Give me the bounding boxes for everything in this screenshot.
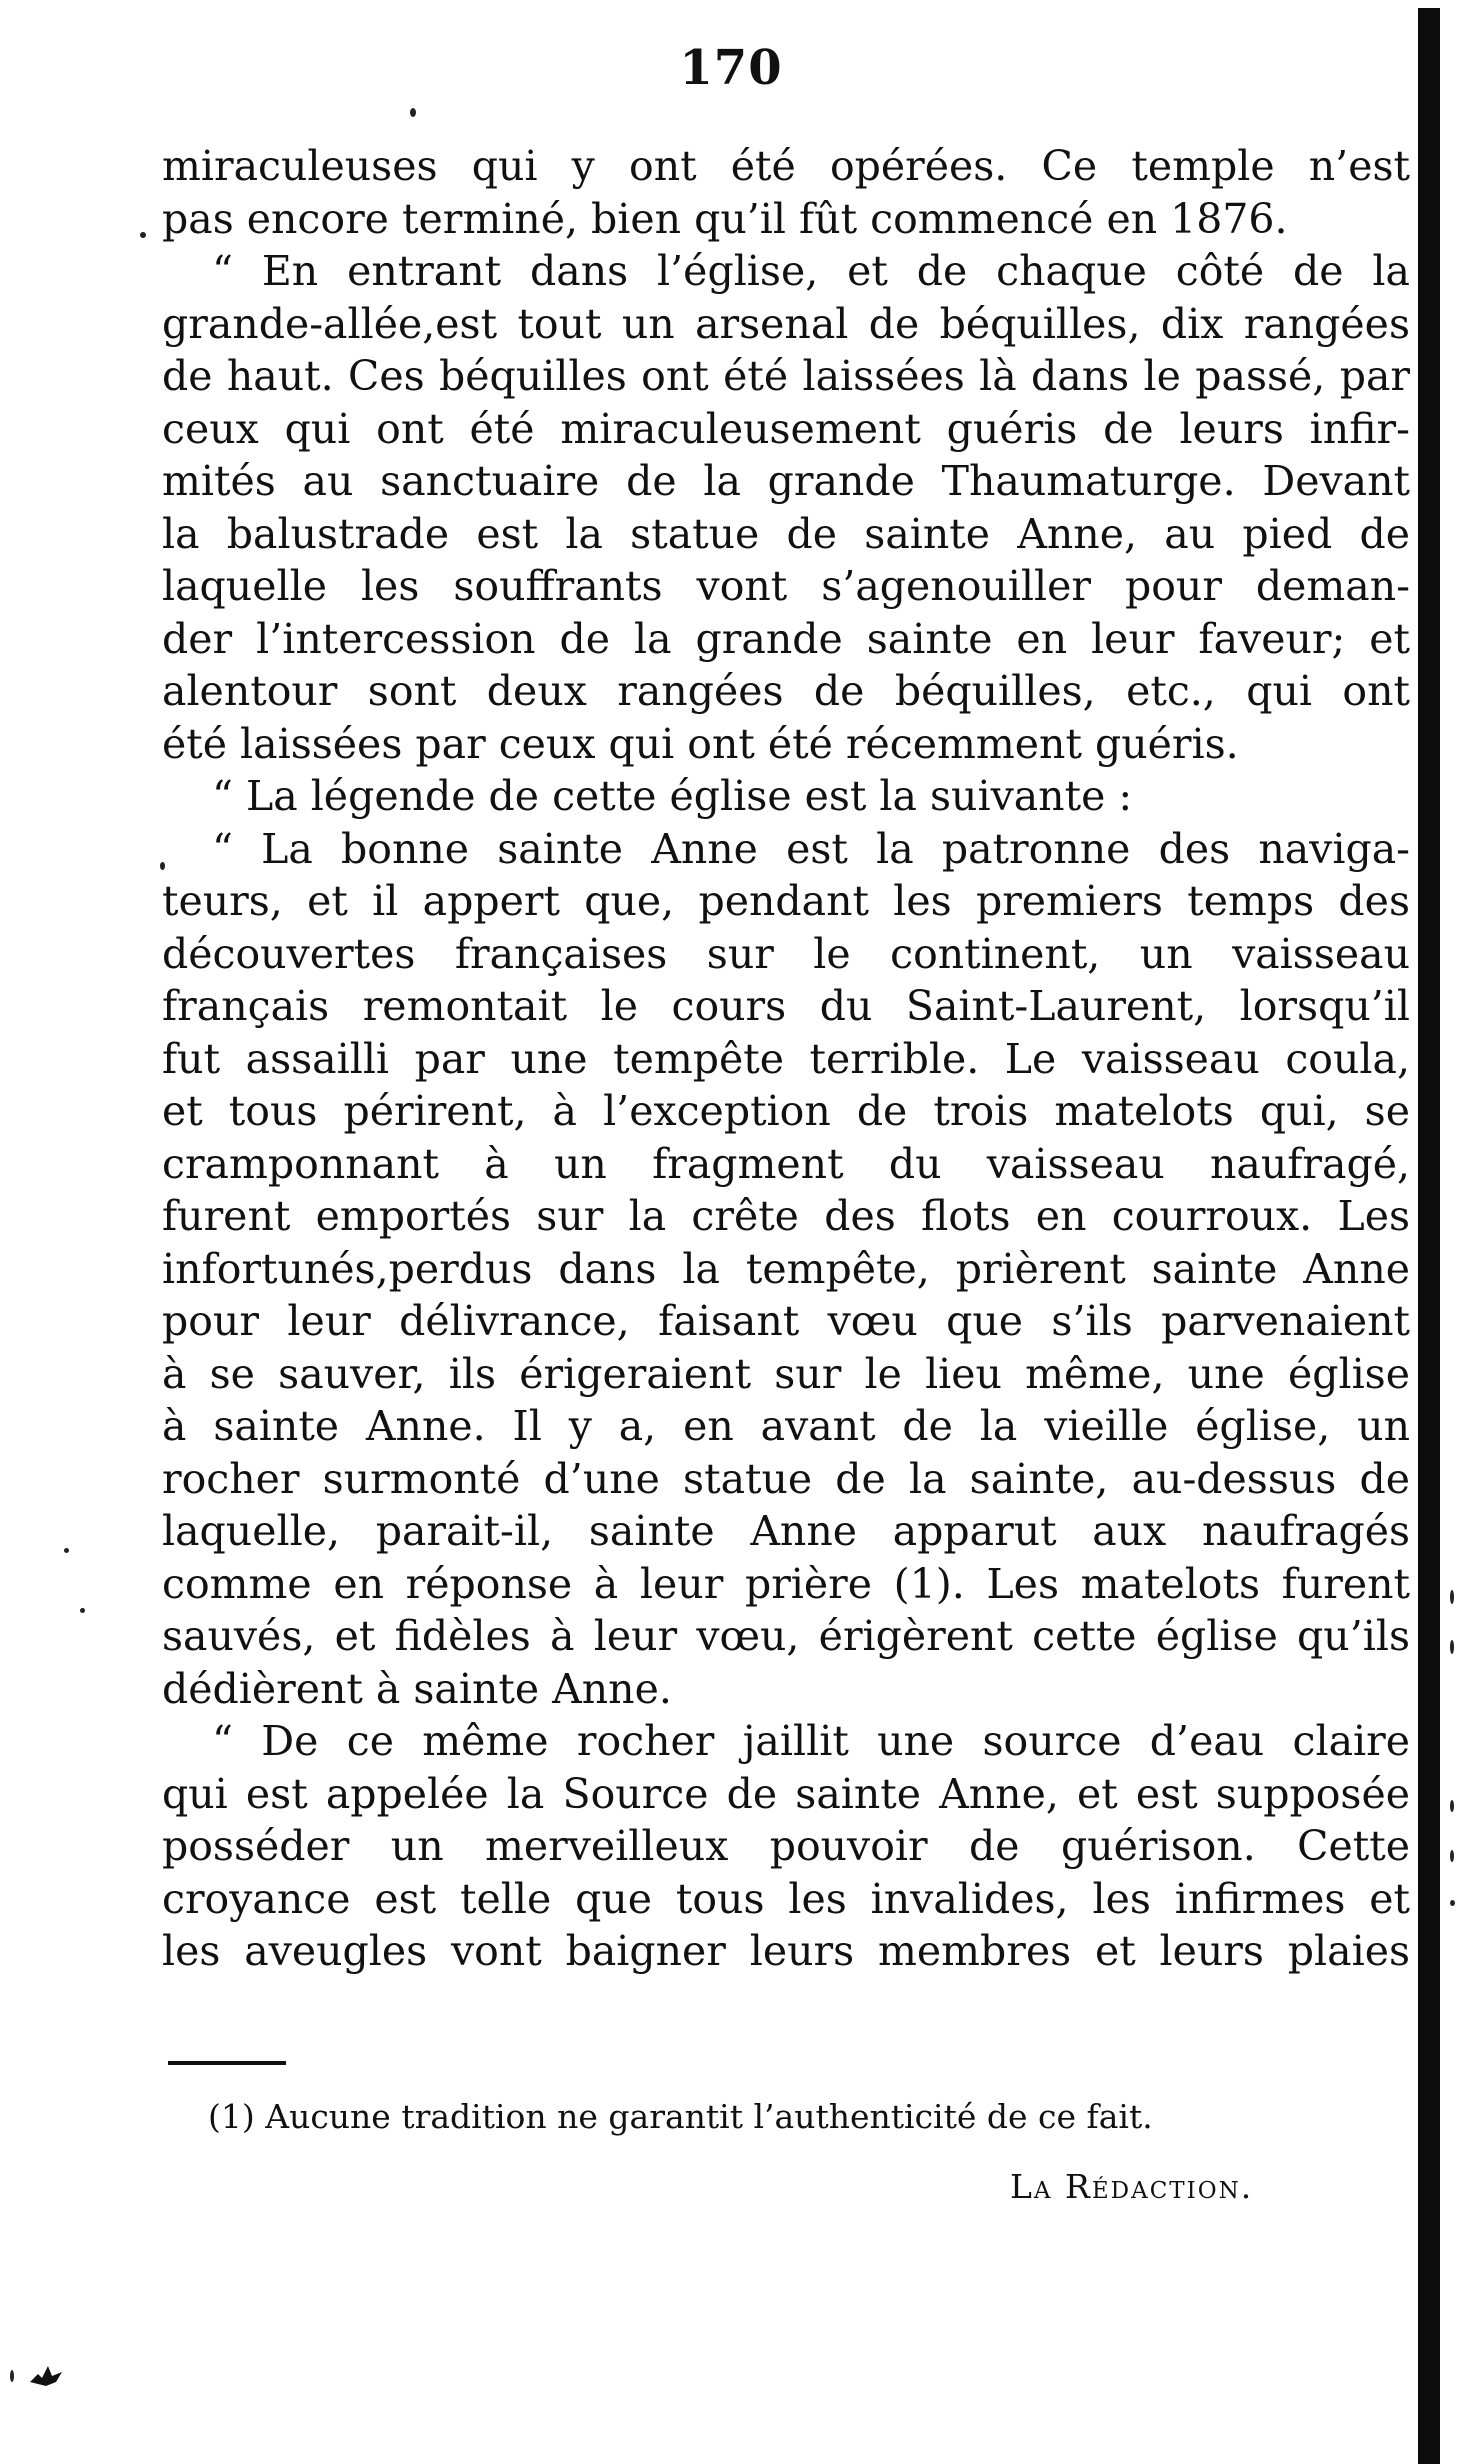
text-line: der l’intercession de la grande sainte en leur faveur; et <box>162 614 1410 663</box>
text-line: furent emportés sur la crête des flots en courroux. Les <box>162 1192 1410 1240</box>
text-line: de haut. Ces béquilles ont été laissées là dans le passé, par <box>162 352 1410 400</box>
text-line: découvertes françaises sur le continent, un vaisseau <box>162 929 1410 978</box>
text-line: “ La légende de cette église est la suivante : <box>212 772 1133 820</box>
text-line: teurs, et il appert que, pendant les premiers temps des <box>162 877 1410 925</box>
page-edge-shadow <box>1418 8 1440 2464</box>
text-line: alentour sont deux rangées de béquilles, etc., qui ont <box>162 667 1410 715</box>
text-line: les aveugles vont baigner leurs membres et leurs plaies <box>162 1927 1410 1975</box>
scan-speck <box>1450 1850 1454 1862</box>
text-line: français remontait le cours du Saint-Laurent, lorsqu’il <box>162 982 1410 1030</box>
text-line: “ De ce même rocher jaillit une source d’eau claire <box>212 1717 1410 1765</box>
text-line: pour leur délivrance, faisant vœu que s’ils parvenaient <box>162 1297 1410 1345</box>
text-line: été laissées par ceux qui ont été récemment guéris. <box>162 719 1239 768</box>
text-line: comme en réponse à leur prière (1). Les matelots furent <box>162 1559 1410 1608</box>
text-line: mités au sanctuaire de la grande Thaumaturge. Devant <box>162 457 1410 505</box>
text-line: à sainte Anne. Il y a, en avant de la vieille église, un <box>162 1402 1410 1450</box>
page-number: 170 <box>679 40 783 96</box>
text-line: qui est appelée la Source de sainte Anne, et est supposée <box>162 1769 1410 1818</box>
text-line: “ En entrant dans l’église, et de chaque côté de la <box>212 247 1410 295</box>
text-line: et tous périrent, à l’exception de trois matelots qui, se <box>162 1087 1410 1135</box>
text-line: la balustrade est la statue de sainte Anne, au pied de <box>162 509 1410 558</box>
text-line: posséder un merveilleux pouvoir de guérison. Cette <box>162 1822 1410 1870</box>
body-text <box>162 140 1410 1978</box>
text-line: dédièrent à sainte Anne. <box>162 1664 672 1713</box>
text-line: grande-allée,est tout un arsenal de béquilles, dix rangées <box>162 299 1410 348</box>
scan-speck <box>1450 1800 1454 1812</box>
scan-speck <box>1450 1590 1454 1604</box>
editorial-signature: La Rédaction. <box>1010 2167 1254 2206</box>
scan-speck <box>410 108 416 117</box>
scan-speck <box>10 2370 14 2382</box>
scan-speck <box>80 1608 85 1613</box>
text-line: rocher surmonté d’une statue de la sainte, au-dessus de <box>162 1454 1410 1503</box>
text-line: cramponnant à un fragment du vaisseau naufragé, <box>162 1139 1410 1188</box>
text-line: “ La bonne sainte Anne est la patronne des naviga- <box>212 824 1410 873</box>
text-line: à se sauver, ils érigeraient sur le lieu même, une église <box>162 1349 1410 1398</box>
footnote-rule <box>168 2061 286 2065</box>
text-line: ceux qui ont été miraculeusement guéris de leurs infir- <box>162 404 1410 453</box>
scan-speck <box>1450 1900 1455 1906</box>
text-line: laquelle, parait-il, sainte Anne apparut aux naufragés <box>162 1507 1410 1555</box>
text-line: fut assailli par une tempête terrible. Le vaisseau coula, <box>162 1034 1410 1083</box>
scan-speck <box>64 1548 69 1553</box>
scan-speck <box>140 232 146 238</box>
text-line: infortunés,perdus dans la tempête, prièrent sainte Anne <box>162 1244 1410 1293</box>
text-line: croyance est telle que tous les invalides, les infirmes et <box>162 1874 1410 1923</box>
ink-blot-icon <box>28 2362 64 2388</box>
footnote: (1) Aucune tradition ne garantit l’authenticité de ce fait. <box>208 2097 1153 2136</box>
text-line: pas encore terminé, bien qu’il fût commencé en 1876. <box>162 194 1288 243</box>
text-line: sauvés, et fidèles à leur vœu, érigèrent cette église qu’ils <box>162 1612 1410 1660</box>
text-line: laquelle les souffrants vont s’agenouiller pour deman- <box>162 562 1410 610</box>
text-line: miraculeuses qui y ont été opérées. Ce temple n’est <box>162 142 1410 190</box>
scan-speck <box>160 862 165 870</box>
scan-speck <box>1450 1640 1454 1654</box>
